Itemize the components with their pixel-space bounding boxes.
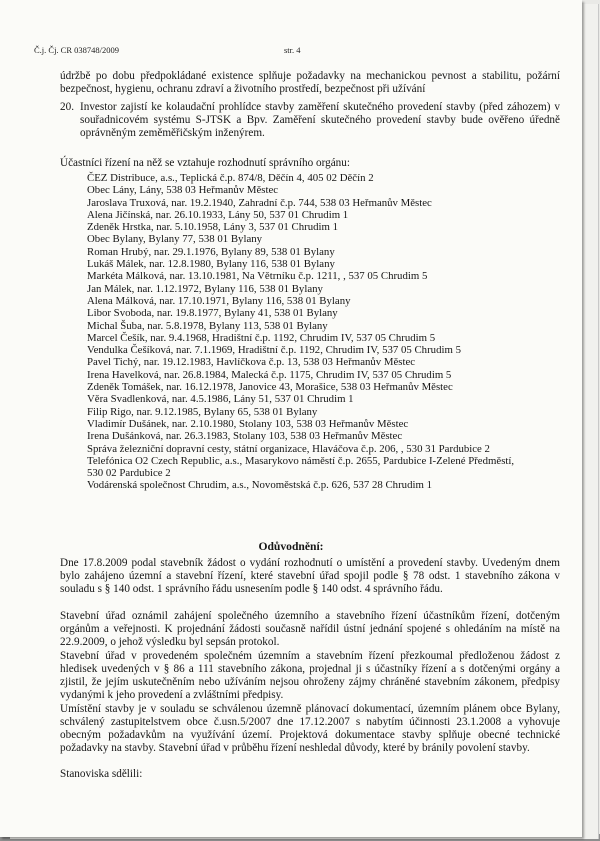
participant-entry: Telefónica O2 Czech Republic, a.s., Masarykovo náměstí č.p. 2655, Pardubice I-Zelené Předměstí, [87,454,515,467]
participant-entry: Obec Lány, Lány, 538 03 Heřmanův Městec [87,184,279,197]
participant-entry: Michal Šuba, nar. 5.8.1978, Bylany 113, 538 01 Bylany [87,319,328,332]
participant-entry: Pavel Tichý, nar. 19.12.1983, Havlíčkova č.p. 13, 538 03 Heřmanův Městec [87,356,416,369]
participant-entry: Filip Rigo, nar. 9.12.1985, Bylany 65, 538 01 Bylany [87,405,318,418]
reasoning-paragraph-4: Umístění stavby je v souladu se schválenou územně plánovací dokumentací, územním plánem obce Bylany, schválený zastupitelstvem obce č.usn.5/2007 dne 17.12.2007 s nabytím účinnosti 23.1.2008 a vyhovuje obecným požadavkům na využívání území. Projektová dokumentace stavby splňuje obecné technické požadavky na stavby. Stavební úřad v průběhu řízení neshledal důvody, které by bránily povolení stavby. [60,703,560,754]
participant-entry: Zdeněk Tomášek, nar. 16.12.1978, Janovice 43, Morašice, 538 03 Heřmanův Městec [87,381,453,394]
participant-entry: Irena Dušánková, nar. 26.3.1983, Stolany 103, 538 03 Heřmanův Městec [87,430,403,443]
participant-entry: Roman Hrubý, nar. 29.1.1976, Bylany 89, 538 01 Bylany [87,245,335,258]
condition-text: Investor zajistí ke kolaudační prohlídce stavby zaměření skutečného provedení stavby (před záhozem) v souřadnicovém systému S-JTSK a Bpv. Zaměření skutečného provedení stavby bude ověřeno úředně oprávněným zeměměřičským inženýrem. [80,101,560,139]
participant-entry: Obec Bylany, Bylany 77, 538 01 Bylany [87,233,263,246]
participant-entry: ČEZ Distribuce, a.s., Teplická č.p. 874/8, Děčín 4, 405 02 Děčín 2 [87,172,374,184]
reasoning-paragraph-1: Dne 17.8.2009 podal stavebník žádost o vydání rozhodnutí o umístění a provedení stavby. Uvedeným dnem bylo zahájeno územní a stavební řízení, které stavební úřad spojil podle § 78 odst. 1 stavebního zákona v souladu s § 140 odst. 1 správního řádu usnesením podle § 140 odst. 4 správního řádu. [60,557,560,595]
participant-entry: Markéta Málková, nar. 13.10.1981, Na Větrníku č.p. 1211, , 537 05 Chrudim 5 [87,270,428,283]
participant-entry: 530 02 Pardubice 2 [87,467,171,480]
participant-entry: Alena Jičínská, nar. 26.10.1933, Lány 50, 537 01 Chrudim 1 [87,208,349,221]
participant-entry: Vendulka Češíková, nar. 7.1.1969, Hradištní č.p. 1192, Chrudim IV, 537 05 Chrudim 5 [87,344,461,357]
participant-entry: Marcel Češík, nar. 9.4.1968, Hradištní č.p. 1192, Chrudim IV, 537 05 Chrudim 5 [87,331,436,344]
participant-entry: Vodárenská společnost Chrudim, a.s., Novoměstská č.p. 626, 537 28 Chrudim 1 [87,479,432,492]
participant-entry: Jan Málek, nar. 1.12.1972, Bylany 116, 538 01 Bylany [87,282,323,295]
participant-entry: Libor Svoboda, nar. 19.8.1977, Bylany 41, 538 01 Bylany [87,307,338,320]
condition-item-20 [60,101,560,140]
statements-label: Stanoviska sdělili: [60,768,143,780]
participant-entry: Lukáš Málek, nar. 12.8.1980, Bylany 116, 538 01 Bylany [87,258,335,271]
participants-title: Účastníci řízení na něž se vztahuje rozhodnutí správního orgánu: [60,157,350,169]
participant-entry: Irena Havelková, nar. 26.8.1984, Malecká č.p. 1175, Chrudim IV, 537 05 Chrudim 5 [87,368,452,381]
reference-number: Č.j. Čj. CR 038748/2009 [34,45,120,55]
page-number: str. 4 [284,45,301,55]
participant-entry: Alena Málková, nar. 17.10.1971, Bylany 116, 538 01 Bylany [87,294,351,307]
continuation-text: údržbě po dobu předpokládané existence splňuje požadavky na mechanickou pevnost a stabilitu, požární bezpečnost, hygienu, ochranu zdraví a životního prostředí, bezpečnost při užívání [60,70,560,95]
participant-entry: Vladimír Dušánek, nar. 2.10.1980, Stolany 103, 538 03 Heřmanův Městec [87,417,409,430]
reasoning-heading: Odůvodnění: [258,540,324,553]
participant-entry: Věra Svadlenková, nar. 4.5.1986, Lány 51, 537 01 Chrudim 1 [87,393,354,406]
participant-entry: Zdeněk Hrstka, nar. 5.10.1958, Lány 3, 537 01 Chrudim 1 [87,221,338,234]
condition-number: 20. [60,101,74,113]
reasoning-paragraph-3: Stavební úřad v provedeném společném územním a stavebním řízení přezkoumal předloženou žádost z hledisek uvedených v § 86 a 111 stavebního zákona, projednal ji s účastníky řízení a s dotčenými orgány a zjistil, že jejím uskutečněním nebo užíváním nejsou ohroženy zájmy chráněné stavebním zákonem, předpisy vydanými k jeho provedení a zvláštními předpisy. [60,650,560,701]
reasoning-paragraph-2: Stavební úřad oznámil zahájení společného územního a stavebního řízení účastníkům řízení, dotčeným orgánům a veřejnosti. K projednání žádosti současně nařídil ústní jednání spojené s ohledáním na místě na 22.9.2009, o jehož výsledku byl sepsán protokol. [60,610,560,648]
participant-entry: Správa železniční dopravní cesty, státní organizace, Hlaváčova č.p. 206, , 530 31 Pardubice 2 [87,442,490,455]
participant-entry: Jaroslava Truxová, nar. 19.2.1940, Zahradní č.p. 744, 538 03 Heřmanův Městec [87,196,432,209]
participants-list [87,172,567,492]
